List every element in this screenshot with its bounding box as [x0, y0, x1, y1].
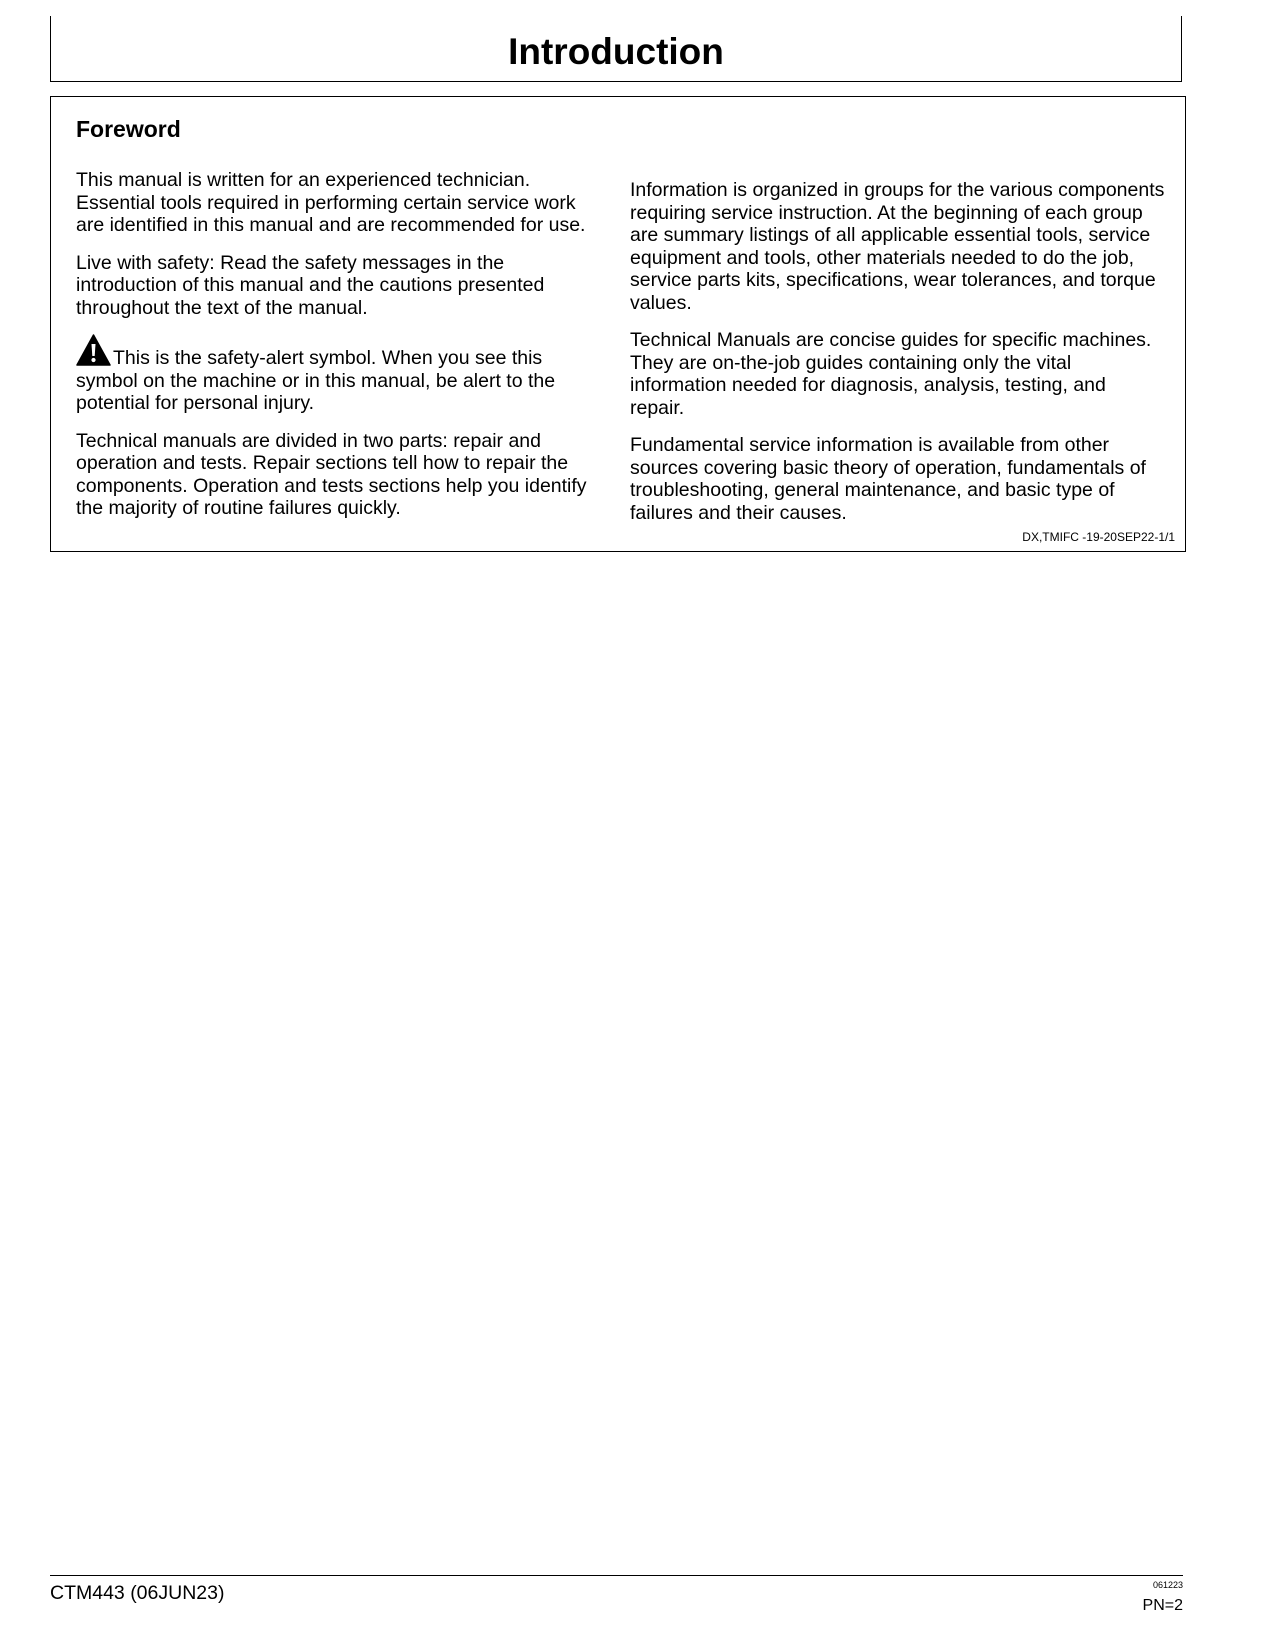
paragraph-fundamental-info: Fundamental service information is available from other sources covering basic theory of operation, fundamentals of troubleshooting, general maintenance, and basic type of failures and their causes. — [630, 434, 1146, 524]
right-column — [630, 179, 1165, 539]
paragraph-safety-alert — [76, 334, 601, 415]
safety-alert-text: This is the safety-alert symbol. When you see this symbol on the machine or in this manual, be alert to the potential for personal injury. — [76, 347, 556, 414]
safety-alert-icon — [76, 334, 111, 366]
paragraph-live-with-safety: Live with safety: Read the safety messages in the introduction of this manual and the cautions presented throughout the text of the manual. — [76, 251, 545, 319]
document-code: CTM443 (06JUN23) — [50, 1582, 225, 1604]
page-number: PN=2 — [1142, 1597, 1183, 1614]
paragraph-technical-manuals: Technical Manuals are concise guides for specific machines. They are on-the-job guides containing only the vital information needed for diagnosis, analysis, testing, and repair. — [630, 329, 1152, 419]
page-title: Introduction — [508, 31, 724, 72]
paragraph-information-groups: Information is organized in groups for the various components requiring service instruction. At the beginning of each group are summary listings of all applicable essential tools, service equipment and tools, other materials needed to do the job, service parts kits, specifications, wear tolerances, and torque values. — [630, 179, 1165, 314]
left-column — [76, 169, 601, 535]
foreword-section — [50, 96, 1186, 552]
print-code: 061223 — [1152, 1580, 1183, 1590]
section-heading: Foreword — [76, 116, 181, 142]
page-header — [50, 16, 1182, 82]
paragraph-experienced-technician: This manual is written for an experienced technician. Essential tools required in performing certain service work are identified in this manual and are recommended for use. — [76, 169, 586, 236]
paragraph-manual-parts: Technical manuals are divided in two parts: repair and operation and tests. Repair sections tell how to repair the components. Operation and tests sections help you identify the majority of routine failures quickly. — [76, 429, 587, 519]
footer-divider — [50, 1575, 1183, 1576]
reference-code: DX,TMIFC -19-20SEP22-1/1 — [1022, 530, 1175, 544]
